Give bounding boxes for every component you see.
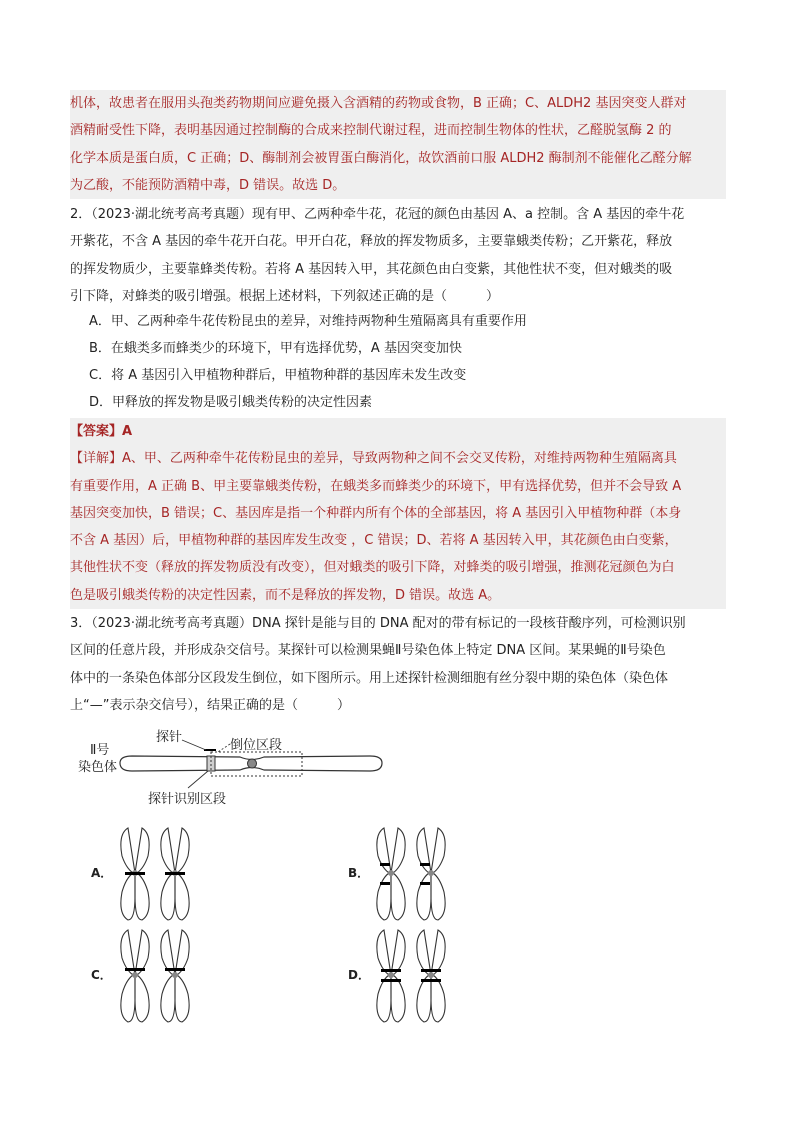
question-line: 的挥发物质少，主要靠蜂类传粉。若将 A 基因转入甲，其花颜色由白变紫，其他性状不变，但对蛾类的吸 — [70, 261, 673, 277]
explanation-line: 机体，故患者在服用头孢类药物期间应避免摄入含酒精的药物或食物，B 正确；C、ALDH2 基因突变人群对 — [70, 96, 687, 111]
choice-a-label: A． — [91, 866, 113, 880]
chromosome-label-2: 染色体 — [78, 760, 118, 775]
choice-b-figure[interactable] — [372, 826, 462, 926]
chromosome-label-1: Ⅱ号 — [90, 743, 110, 758]
q2-answer-block — [70, 418, 726, 609]
explanation-line: 为乙酸，不能预防酒精中毒，D 错误。故选 D。 — [70, 177, 346, 193]
explanation-line: 【详解】A、甲、乙两种牵牛花传粉昆虫的差异，导致两物种之间不会交叉传粉，对维持两物种生殖隔离具 — [70, 451, 677, 467]
inversion-label: 倒位区段 — [230, 738, 283, 753]
choice-d-chromosomes — [372, 928, 462, 1024]
choice-d-figure[interactable] — [372, 928, 462, 1028]
explanation-line: 酒精耐受性下降，表明基因通过控制酶的合成来控制代谢过程，进而控制生物体的性状，乙醛脱氢酶 2 的 — [70, 123, 672, 139]
choice-a-chromosomes — [116, 826, 206, 922]
explanation-line: 化学本质是蛋白质，C 正确；D、酶制剂会被胃蛋白酶消化，故饮酒前口服 ALDH2 酶制剂不能催化乙醛分解 — [70, 150, 692, 166]
option-c: C．将 A 基因引入甲植物种群后，甲植物种群的基因库未发生改变 — [89, 368, 467, 383]
probe-leader — [182, 740, 206, 750]
prev-explanation — [70, 90, 726, 199]
centromere — [248, 759, 257, 768]
question-line: 开紫花，不含 A 基因的牵牛花开白花。甲开白花，释放的挥发物质多，主要靠蛾类传粉；乙开紫花，释放 — [70, 234, 673, 250]
inversion-leader — [218, 744, 230, 752]
question-line: 2．（2023·湖北统考高考真题）现有甲、乙两种牵牛花，花冠的颜色由基因 A、a 控制。含 A 基因的牵牛花 — [70, 207, 685, 222]
question-line: 引下降，对蜂类的吸引增强。根据上述材料，下列叙述正确的是（ ） — [70, 288, 500, 304]
recognition-leader — [188, 771, 208, 788]
chromosome-diagram — [70, 722, 390, 808]
recognition-label: 探针识别区段 — [148, 792, 227, 807]
choice-c-figure[interactable] — [116, 928, 206, 1028]
question-line: 区间的任意片段，并形成杂交信号。某探针可以检测果蝇Ⅱ号染色体上特定 DNA 区间。某果蝇的Ⅱ号染色 — [70, 643, 666, 659]
explanation-line: 不含 A 基因）后，甲植物种群的基因库发生改变 ，C 错误；D、若将 A 基因转入甲，其花颜色由白变紫， — [70, 533, 678, 549]
probe-label: 探针 — [156, 730, 183, 745]
option-b: B．在蛾类多而蜂类少的环境下，甲有选择优势，A 基因突变加快 — [89, 341, 462, 356]
question-3-stem — [70, 610, 726, 719]
choice-b-label: B． — [348, 866, 370, 880]
explanation-line: 其他性状不变（释放的挥发物质没有改变），但对蛾类的吸引下降，对蜂类的吸引增强，推测花冠颜色为白 — [70, 560, 675, 576]
choice-b-chromosomes — [372, 826, 462, 922]
choice-c-chromosomes — [116, 928, 206, 1024]
explanation-line: 基因突变加快，B 错误；C、基因库是指一个种群内所有个体的全部基因，将 A 基因引入甲植物种群（本身 — [70, 505, 682, 521]
answer-label: 【答案】A — [70, 424, 133, 439]
explanation-line: 有重要作用，A 正确 B、甲主要靠蛾类传粉，在蛾类多而蜂类少的环境下，甲有选择优势，但并不会导致 A — [70, 478, 682, 494]
choice-d-label: D． — [348, 968, 370, 982]
choice-a-figure[interactable] — [116, 826, 206, 926]
question-line: 3．（2023·湖北统考高考真题）DNA 探针是能与目的 DNA 配对的带有标记的一段核苷酸序列，可检测识别 — [70, 616, 686, 631]
question-line: 体中的一条染色体部分区段发生倒位，如下图所示。用上述探针检测细胞有丝分裂中期的染色体（染色体 — [70, 670, 669, 686]
question-2-stem — [70, 201, 726, 310]
option-d: D．甲释放的挥发物是吸引蛾类传粉的决定性因素 — [89, 395, 373, 410]
choice-c-label: C． — [91, 968, 112, 982]
option-a: A．甲、乙两种牵牛花传粉昆虫的差异，对维持两物种生殖隔离具有重要作用 — [89, 314, 527, 329]
explanation-line: 色是吸引蛾类传粉的决定性因素，而不是释放的挥发物，D 错误。故选 A。 — [70, 587, 501, 603]
question-line: 上“—”表示杂交信号），结果正确的是（ ） — [70, 697, 350, 713]
